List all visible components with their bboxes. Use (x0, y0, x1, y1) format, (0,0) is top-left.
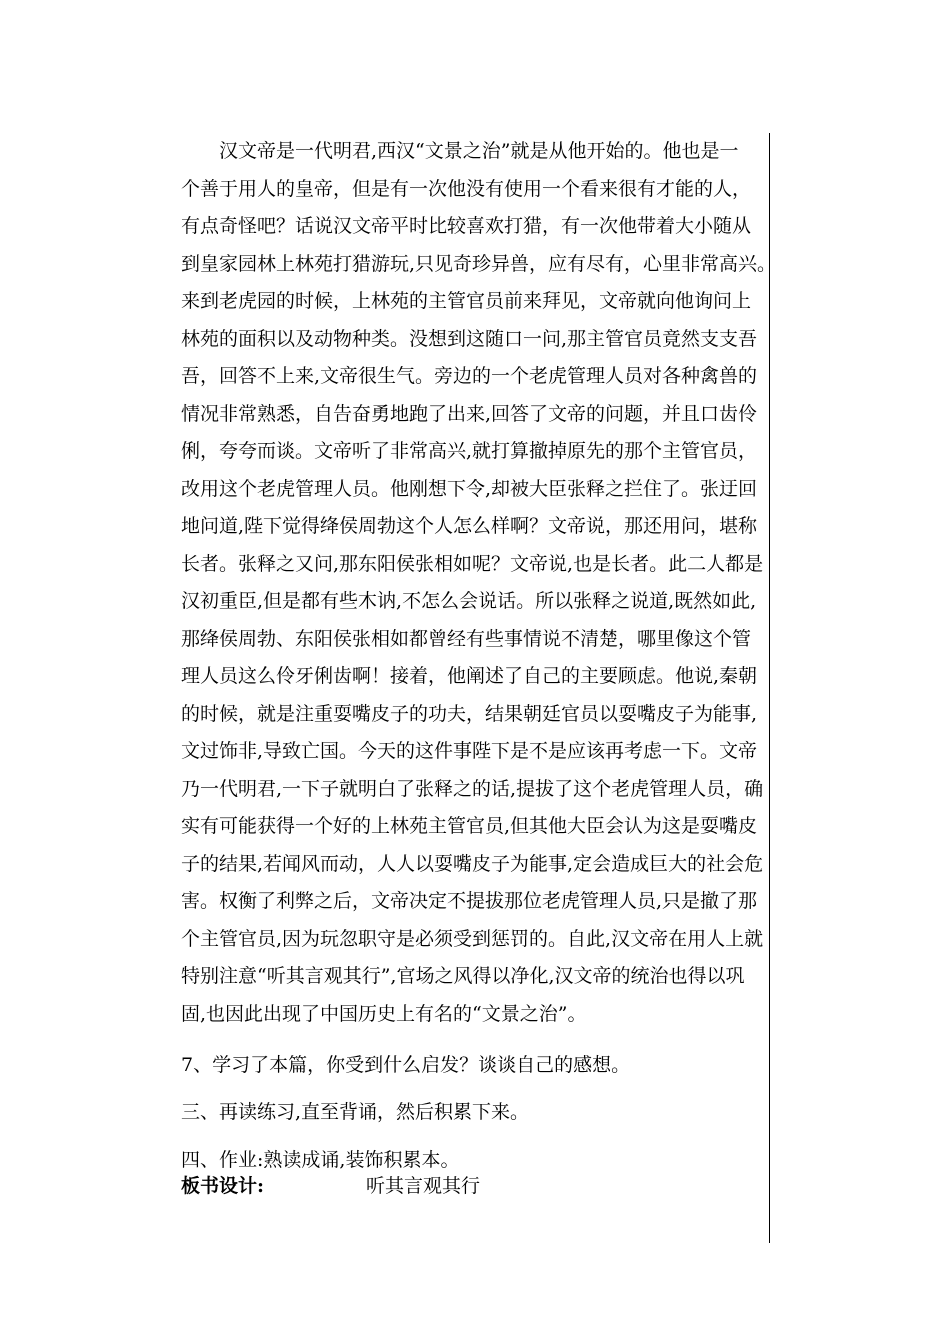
story-line: 俐，夸夸而谈。文帝听了非常高兴,就打算撤掉原先的那个主管官员， (181, 440, 758, 462)
story-line: 乃一代明君,一下子就明白了张释之的话,提拔了这个老虎管理人员，确 (181, 777, 764, 800)
story-line: 特别注意“听其言观其行”,官场之风得以净化,汉文帝的统治也得以巩 (181, 965, 745, 987)
story-line: 吾，回答不上来,文帝很生气。旁边的一个老虎管理人员对各种禽兽的 (181, 365, 758, 387)
section-4-homework: 四、作业:熟读成诵,装饰积累本。 (181, 1149, 460, 1171)
story-line: 情况非常熟悉，自告奋勇地跑了出来,回答了文帝的问题，并且口齿伶 (181, 402, 758, 425)
story-line: 害。权衡了利弊之后，文帝决定不提拔那位老虎管理人员,只是撤了那 (181, 890, 758, 912)
story-line: 文过饰非,导致亡国。今天的这件事陛下是不是应该再考虑一下。文帝 (181, 740, 758, 762)
story-line: 林苑的面积以及动物种类。没想到这随口一问,那主管官员竟然支支吾 (181, 327, 758, 350)
story-line: 个善于用人的皇帝，但是有一次他没有使用一个看来很有才能的人， (181, 177, 752, 200)
story-line: 的时候，就是注重耍嘴皮子的功夫，结果朝廷官员以耍嘴皮子为能事, (181, 702, 758, 725)
story-passage (181, 133, 777, 1033)
story-line: 子的结果,若闻风而动，人人以耍嘴皮子为能事,定会造成巨大的社会危 (181, 852, 764, 875)
story-line: 来到老虎园的时候，上林苑的主管官员前来拜见，文帝就向他询问上 (181, 290, 752, 312)
story-line: 地问道,陛下觉得绛侯周勃这个人怎么样啊？文帝说，那还用问，堪称 (181, 515, 758, 537)
story-line: 到皇家园林上林苑打猎游玩,只见奇珍异兽，应有尽有，心里非常高兴。 (181, 252, 777, 275)
board-design-title: 听其言观其行 (366, 1175, 481, 1197)
story-line: 个主管官员,因为玩忽职守是必须受到惩罚的。自此,汉文帝在用人上就 (181, 927, 764, 950)
story-line: 理人员这么伶牙俐齿啊！接着，他阐述了自己的主要顾虑。他说,秦朝 (181, 665, 758, 687)
story-line: 长者。张释之又问,那东阳侯张相如呢？文帝说,也是长者。此二人都是 (181, 552, 764, 575)
question-7: 7、学习了本篇，你受到什么启发？谈谈自己的感想。 (181, 1054, 631, 1076)
story-line: 那绛侯周勃、东阳侯张相如都曾经有些事情说不清楚，哪里像这个管 (181, 627, 752, 650)
board-design-label: 板书设计: (181, 1175, 265, 1197)
story-line: 汉文帝是一代明君,西汉“文景之治”就是从他开始的。他也是一 (219, 140, 739, 162)
story-line: 固,也因此出现了中国历史上有名的“文景之治”。 (181, 1002, 587, 1025)
story-line: 汉初重臣,但是都有些木讷,不怎么会说话。所以张释之说道,既然如此, (181, 590, 757, 612)
story-line: 实有可能获得一个好的上林苑主管官员,但其他大臣会认为这是耍嘴皮 (181, 815, 758, 837)
section-3-practice: 三、再读练习,直至背诵，然后积累下来。 (181, 1101, 530, 1123)
table-right-border (769, 133, 770, 1243)
story-line: 改用这个老虎管理人员。他刚想下令,却被大臣张释之拦住了。张迂回 (181, 477, 758, 500)
story-line: 有点奇怪吧？话说汉文帝平时比较喜欢打猎，有一次他带着大小随从 (181, 215, 752, 237)
